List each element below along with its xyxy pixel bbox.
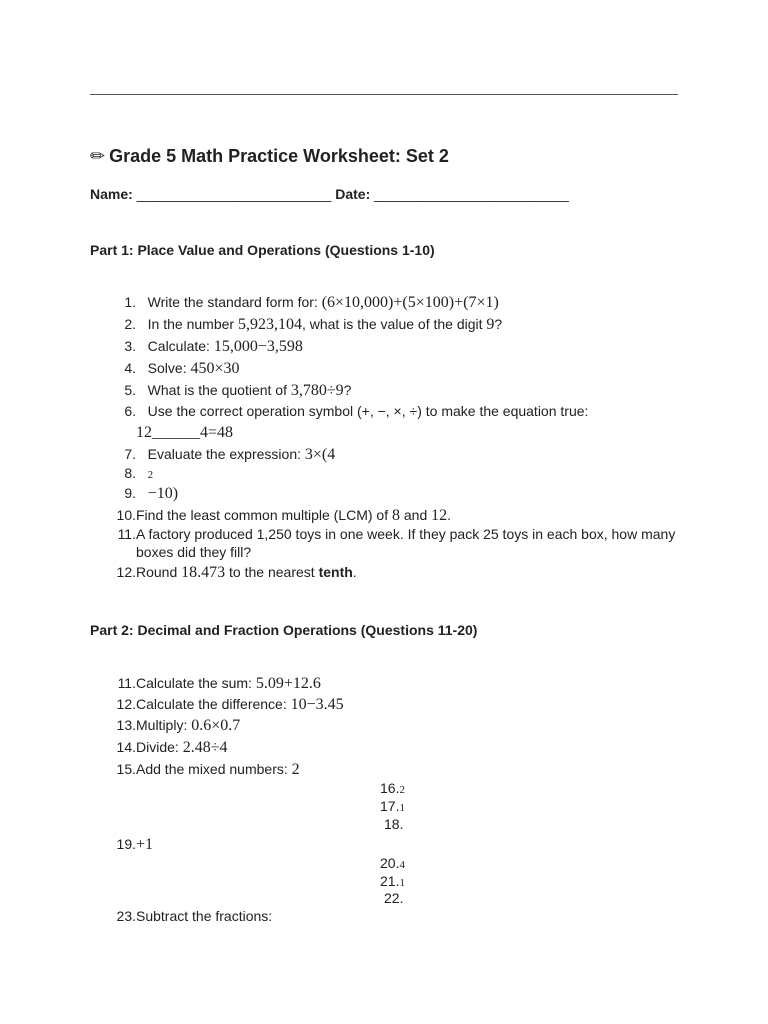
question-number: 12. bbox=[116, 696, 136, 712]
math-expression: 2 bbox=[399, 784, 405, 796]
question-number: 22. bbox=[384, 890, 404, 906]
name-label: Name: bbox=[90, 186, 133, 202]
question-number: 20. bbox=[380, 855, 400, 871]
title-text: Grade 5 Math Practice Worksheet: Set 2 bbox=[109, 146, 449, 166]
question-number: 12. bbox=[116, 564, 136, 580]
question-number: 11. bbox=[117, 675, 136, 691]
part1-question-4 bbox=[112, 359, 682, 378]
part1-question-12 bbox=[112, 563, 682, 582]
part2-question-13 bbox=[112, 716, 682, 735]
question-text: Calculate the difference: bbox=[136, 696, 291, 712]
part2-question-14 bbox=[112, 738, 682, 757]
question-text: Calculate the sum: bbox=[136, 675, 256, 691]
math-expression: +1 bbox=[136, 836, 154, 853]
part2-question-23 bbox=[112, 907, 682, 925]
part2-question-17 bbox=[380, 797, 405, 817]
question-text: Find the least common multiple (LCM) of bbox=[136, 507, 392, 523]
emphasis-text: tenth bbox=[318, 564, 353, 580]
math-expression: 5.09+12.6 bbox=[255, 675, 321, 692]
question-number: 1. bbox=[124, 294, 136, 310]
question-text: Add the mixed numbers: bbox=[136, 761, 292, 777]
question-number: 23. bbox=[116, 908, 136, 924]
question-number: 21. bbox=[380, 873, 400, 889]
date-label: Date: bbox=[335, 186, 371, 202]
question-number: 17. bbox=[380, 798, 400, 814]
part2-question-20 bbox=[380, 854, 405, 874]
part1-question-7 bbox=[112, 445, 682, 464]
part2-heading: Part 2: Decimal and Fraction Operations (Questions 11-20) bbox=[90, 622, 478, 638]
question-number: 3. bbox=[124, 338, 136, 354]
part1-question-1 bbox=[112, 293, 682, 312]
question-text: ? bbox=[343, 382, 352, 398]
math-expression: 1 bbox=[399, 877, 405, 889]
question-number: 15. bbox=[116, 761, 136, 777]
part2-question-11 bbox=[112, 674, 682, 693]
question-number: 5. bbox=[124, 382, 136, 398]
math-expression: 2 bbox=[147, 469, 154, 481]
question-number: 19. bbox=[116, 836, 136, 852]
part1-question-8 bbox=[112, 464, 682, 484]
math-expression: 8 bbox=[391, 507, 400, 524]
part2-question-15 bbox=[112, 760, 682, 779]
math-expression: 3,780÷9 bbox=[290, 382, 344, 399]
question-number: 10. bbox=[116, 507, 136, 523]
part1-heading: Part 1: Place Value and Operations (Questions 1-10) bbox=[90, 242, 435, 258]
math-expression: −10) bbox=[147, 485, 179, 502]
question-number: 13. bbox=[116, 717, 136, 733]
math-expression: 4 bbox=[399, 859, 405, 871]
math-expression: 2.48÷4 bbox=[182, 739, 228, 756]
math-expression: 18.473 bbox=[181, 564, 226, 581]
math-expression: 15,000−3,598 bbox=[213, 338, 303, 355]
question-text: . bbox=[352, 564, 357, 580]
part1-question-3 bbox=[112, 337, 682, 356]
question-text: A factory produced 1,250 toys in one week. If they pack 25 toys in each box, how many boxes did they fill? bbox=[136, 526, 676, 560]
question-text: Subtract the fractions: bbox=[136, 908, 273, 924]
math-expression: 3×(4 bbox=[304, 446, 336, 463]
question-text: Write the standard form for: bbox=[147, 294, 322, 310]
part1-question-10 bbox=[112, 506, 682, 525]
question-number: 7. bbox=[124, 446, 136, 462]
math-expression: 2 bbox=[291, 761, 300, 778]
question-text: ? bbox=[494, 316, 503, 332]
part2-question-12 bbox=[112, 695, 682, 714]
question-text: Evaluate the expression: bbox=[147, 446, 305, 462]
page-title bbox=[90, 146, 449, 167]
date-field[interactable]: _________________________ bbox=[374, 186, 569, 202]
question-text: In the number bbox=[147, 316, 238, 332]
question-number: 4. bbox=[124, 360, 136, 376]
part1-question-5 bbox=[112, 381, 682, 400]
name-field[interactable]: _________________________ bbox=[136, 186, 332, 202]
question-number: 2. bbox=[124, 316, 136, 332]
question-number: 6. bbox=[124, 403, 136, 419]
question-number: 16. bbox=[380, 780, 400, 796]
part2-question-22 bbox=[384, 889, 403, 907]
question-number: 9. bbox=[124, 485, 136, 501]
math-expression: 450×30 bbox=[190, 360, 240, 377]
math-expression: 12 bbox=[431, 507, 448, 524]
question-text: and bbox=[399, 507, 432, 523]
top-divider bbox=[90, 94, 678, 95]
question-text: . bbox=[447, 507, 452, 523]
question-number: 11. bbox=[117, 526, 136, 542]
math-expression: 10−3.45 bbox=[290, 696, 344, 713]
math-expression: 0.6×0.7 bbox=[191, 717, 241, 734]
part1-question-9 bbox=[112, 484, 682, 503]
math-expression: 1 bbox=[399, 802, 405, 814]
part2-question-16 bbox=[380, 779, 405, 799]
question-text: , what is the value of the digit bbox=[301, 316, 487, 332]
math-expression: 9 bbox=[486, 316, 495, 333]
question-text: Round bbox=[136, 564, 182, 580]
question-number: 18. bbox=[384, 816, 404, 832]
question-text: Use the correct operation symbol (+, −, ×, ÷) to make the equation true: bbox=[147, 403, 589, 419]
question-text: Calculate: bbox=[147, 338, 214, 354]
name-date-line bbox=[90, 186, 569, 202]
math-expression: 5,923,104 bbox=[237, 316, 302, 333]
question-number: 8. bbox=[124, 465, 136, 481]
math-expression: 12______4=48 bbox=[136, 424, 234, 441]
question-text: Multiply: bbox=[136, 717, 192, 733]
question-text: What is the quotient of bbox=[147, 382, 291, 398]
question-number: 14. bbox=[116, 739, 136, 755]
question-text: Solve: bbox=[147, 360, 191, 376]
part1-question-2 bbox=[112, 315, 682, 334]
pencil-icon: ✏ bbox=[90, 146, 106, 166]
part1-question-6-equation bbox=[136, 423, 706, 442]
question-text: to the nearest bbox=[225, 564, 319, 580]
part2-question-18 bbox=[384, 815, 403, 833]
part1-question-6 bbox=[112, 402, 682, 420]
question-text: Divide: bbox=[136, 739, 183, 755]
math-expression: (6×10,000)+(5×100)+(7×1) bbox=[321, 294, 499, 311]
part1-question-11 bbox=[112, 525, 682, 561]
part2-question-19 bbox=[112, 835, 682, 854]
